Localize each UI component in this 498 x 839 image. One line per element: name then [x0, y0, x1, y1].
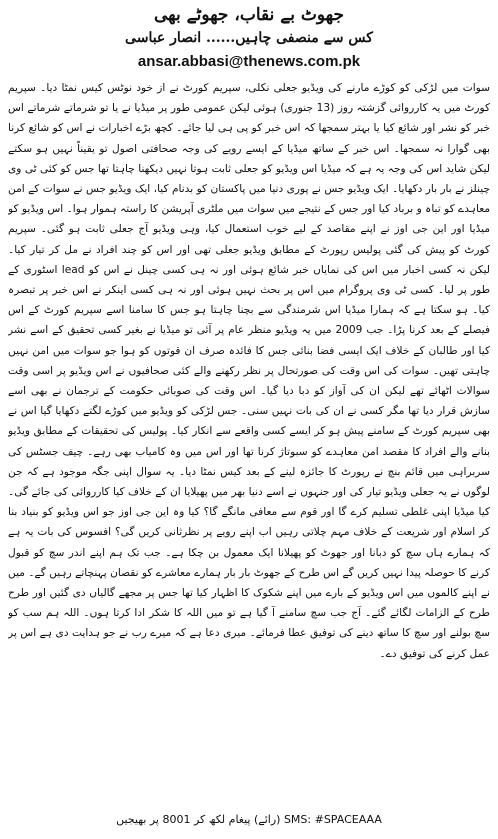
article-body — [8, 78, 490, 790]
article-headline: جھوٹ بے نقاب، جھوٹے بھی — [153, 5, 345, 25]
author-email: ansar.abbasi@thenews.com.pk — [137, 53, 361, 70]
article-paragraph: سوات میں لڑکی کو کوڑے مارنے کی ویڈیو جعلی نکلی، سپریم کورٹ نے از خود نوٹس کیس نمٹا دیا۔ سپریم کورٹ میں یہ کارروائی گزشتہ روز (13 جنوری) ہوئی لیکن عمومی طور پر میڈیا نے یا تو شرماتے شرماتے اس خبر کو نشر اور شائع کیا یا بہتر سمجھا کہ اس خبر کو پی ہی لیا جائے۔ کچھ بڑے اخبارات نے اس کو شائع کرنا بھی گوارا نہ سمجھا۔ اس خبر کے ساتھ میڈیا کے ایسے رویے کی وجہ صحافتی اصول تو یقیناً نہیں ہو سکتے لیکن شاید اس کی وجہ یہ ہے کہ میڈیا اس ویڈیو کو جعلی ثابت ہوتا نہیں دیکھنا چاہتا تھا جس کو کئی ٹی وی چینلز نے بار بار دکھایا۔ ایک ویڈیو جس نے پوری دنیا میں پاکستان کو بدنام کیا، ایک ویڈیو جس نے سوات کے امن معاہدے کو تباہ و برباد کیا اور جس کے نتیجے میں سوات میں ملٹری آپریشن کا راستہ ہموار ہوا۔ اس ویڈیو کو میڈیا اور این جی اوز نے اپنے مقاصد کے لیے خوب استعمال کیا، وہی ویڈیو آج جعلی ثابت ہو گئی۔ سپریم کورٹ کو پیش کی گئی پولیس رپورٹ کے مطابق ویڈیو جعلی تھی اور اس کو چند افراد نے مل کر تیار کیا۔ لیکن نہ کسی اخبار میں اس کی نمایاں خبر شائع ہوئی اور نہ ہی کسی چینل نے اس کو lead اسٹوری کے طور پر لیا۔ کسی ٹی وی پروگرام میں اس پر بحث نہیں ہوئی اور نہ ہی کسی اینکر نے اس خبر پر تبصرہ کیا۔ ہو سکتا ہے کہ ہمارا میڈیا اس شرمندگی سے بچنا چاہتا ہو جس کا سامنا اسے سپریم کورٹ کے اس فیصلے کے بعد کرنا پڑا۔ جب 2009 میں یہ ویڈیو منظر عام پر آئی تو میڈیا نے بغیر کسی تحقیق کے اسے نشر کیا اور طالبان کے خلاف ایک ایسی فضا بنائی جس کا فائدہ صرف ان قوتوں کو ہوا جو سوات میں امن نہیں چاہتی تھیں۔ سوات کی اس وقت کی صورتحال پر نظر رکھنے والے کئی صحافیوں نے اس ویڈیو پر اسی وقت سوالات اٹھائے تھے لیکن ان کی آواز کو دبا دیا گیا۔ اس وقت کی صوبائی حکومت کے ترجمان نے بھی اسے سازش قرار دیا تھا مگر کسی نے ان کی بات نہیں سنی۔ جس لڑکی کو ویڈیو میں کوڑے لگتے دکھایا گیا اس نے بھی سپریم کورٹ کے سامنے پیش ہو کر ایسے کسی واقعے سے انکار کیا۔ پولیس کی تحقیقات کے مطابق ویڈیو بنانے والے افراد کا مقصد امن معاہدے کو سبوتاژ کرنا تھا اور اس میں وہ کامیاب بھی رہے۔ چیف جسٹس کی سربراہی میں قائم بنچ نے رپورٹ کا جائزہ لینے کے بعد کیس نمٹا دیا۔ یہ سوال اپنی جگہ موجود ہے کہ جن لوگوں نے یہ جعلی ویڈیو تیار کی اور جنہوں نے اسے دنیا بھر میں پھیلایا ان کے خلاف کیا کارروائی کی جائے گی۔ کیا میڈیا اپنی غلطی تسلیم کرے گا اور قوم سے معافی مانگے گا؟ کیا وہ این جی اوز جو اس ویڈیو کو بنیاد بنا کر اسلام اور شریعت کے خلاف مہم چلاتی رہیں اب اپنے رویے پر نظرثانی کریں گی؟ افسوس کی بات یہ ہے کہ ہمارے ہاں سچ کو دبانا اور جھوٹ کو پھیلانا ایک معمول بن چکا ہے۔ جب تک ہم اپنے اندر سچ کو قبول کرنے کا حوصلہ پیدا نہیں کریں گے اس طرح کے جھوٹ بار بار ہمارے معاشرے کو نقصان پہنچاتے رہیں گے۔ میں نے اپنے کالموں میں اس ویڈیو کے بارے میں اپنے شکوک کا اظہار کیا تھا جس پر مجھے گالیاں دی گئیں اور طرح طرح کے الزامات لگائے گئے۔ آج جب سچ سامنے آ گیا ہے تو میں اللہ کا شکر ادا کرتا ہوں۔ اللہ ہم سب کو سچ بولنے اور سچ کا ساتھ دینے کی توفیق عطا فرمائے۔ میری دعا ہے کہ میرے رب نے جو ہدایت دی ہے اس پر عمل کرنے کی توفیق دے۔ — [8, 82, 490, 660]
column-title-byline: کس سے منصفی چاہیں...... انصار عباسی — [125, 30, 373, 46]
sms-feedback-line: SMS: #SPACEAAA (رائے) پیغام لکھ کر 8001 پر بھیجیں — [116, 813, 382, 826]
